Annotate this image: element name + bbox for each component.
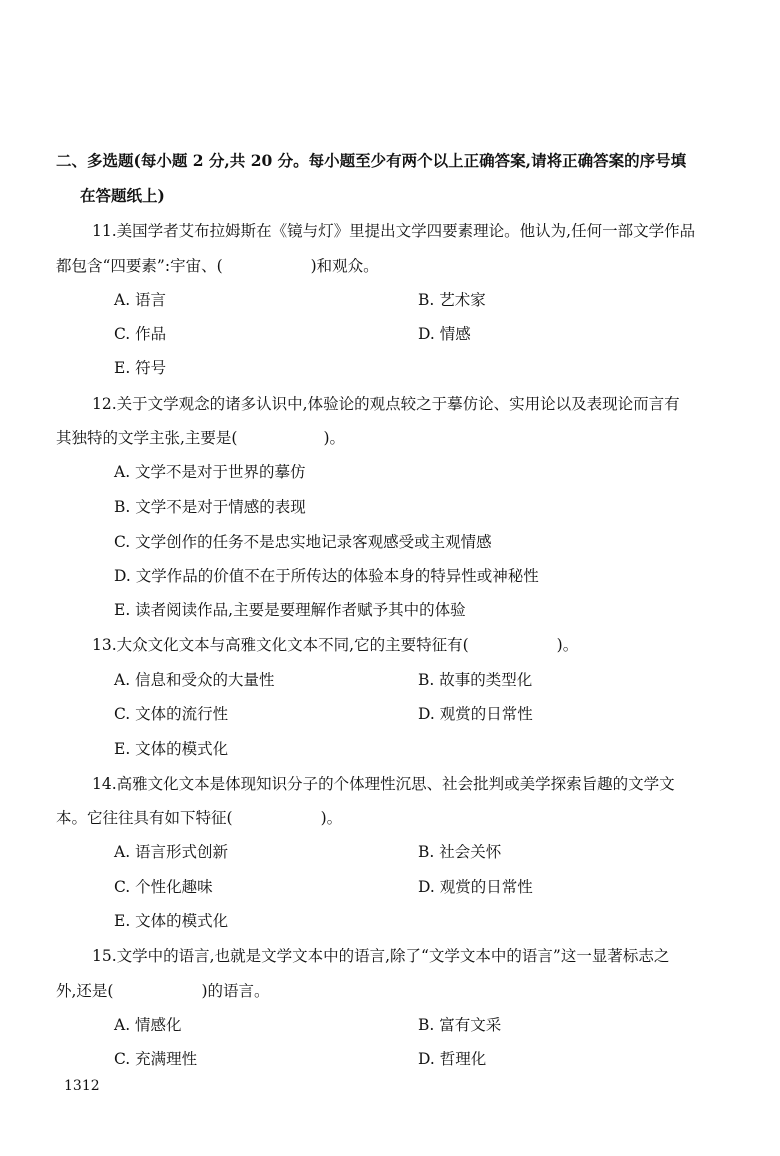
q12-option-b: B. 文学不是对于情感的表现 xyxy=(114,498,306,516)
q11-option-c: C. 作品 xyxy=(114,325,167,343)
q15-stem-line1: 15.文学中的语言,也就是文学文本中的语言,除了“文学文本中的语言”这一显著标志之 xyxy=(92,947,670,965)
q12-option-a: A. 文学不是对于世界的摹仿 xyxy=(114,463,306,481)
q13-option-d: D. 观赏的日常性 xyxy=(418,705,533,723)
q15-stem-line2-start: 外,还是( xyxy=(56,982,114,1000)
q12-option-d: D. 文学作品的价值不在于所传达的体验本身的特异性或神秘性 xyxy=(114,567,539,585)
q14-option-d: D. 观赏的日常性 xyxy=(418,878,533,896)
q14-stem-line2 xyxy=(56,808,342,828)
q11-option-a: A. 语言 xyxy=(114,291,167,309)
q15-stem-line2-end: )的语言。 xyxy=(201,982,270,1000)
q13-option-c: C. 文体的流行性 xyxy=(114,705,229,723)
q12-option-e: E. 读者阅读作品,主要是要理解作者赋予其中的体验 xyxy=(114,601,466,619)
q15-option-a: A. 情感化 xyxy=(114,1016,182,1034)
q13-option-a: A. 信息和受众的大量性 xyxy=(114,671,275,689)
q15-option-b: B. 富有文采 xyxy=(418,1016,502,1034)
q11-option-e: E. 符号 xyxy=(114,359,167,377)
q11-stem-line2 xyxy=(56,256,379,276)
q12-stem-line2-end: )。 xyxy=(323,429,346,447)
q11-option-b: B. 艺术家 xyxy=(418,291,486,309)
q14-stem-line1: 14.高雅文化文本是体现知识分子的个体理性沉思、社会批判或美学探索旨趣的文学文 xyxy=(92,775,675,793)
q12-stem-line1: 12.关于文学观念的诸多认识中,体验论的观点较之于摹仿论、实用论以及表现论而言有 xyxy=(92,395,680,413)
q11-option-d: D. 情感 xyxy=(418,325,471,343)
q15-option-d: D. 哲理化 xyxy=(418,1050,487,1068)
q13-stem-line1-start: 13.大众文化文本与高雅文化文本不同,它的主要特征有( xyxy=(92,636,469,654)
q13-stem-line1 xyxy=(92,635,578,655)
q12-stem-line2-start: 其独特的文学主张,主要是( xyxy=(56,429,238,447)
page-number: 1312 xyxy=(64,1078,100,1094)
q14-option-b: B. 社会关怀 xyxy=(418,843,502,861)
q13-option-e: E. 文体的模式化 xyxy=(114,740,229,758)
q15-option-c: C. 充满理性 xyxy=(114,1050,198,1068)
q12-stem-line2 xyxy=(56,428,345,448)
q11-stem-line2-start: 都包含“四要素”:宇宙、( xyxy=(56,257,223,275)
q15-stem-line2 xyxy=(56,981,270,1001)
section-heading-line1: 二、多选题(每小题 2 分,共 20 分。每小题至少有两个以上正确答案,请将正确答案的序号填 xyxy=(56,151,687,170)
section-heading-line2: 在答题纸上) xyxy=(80,186,165,205)
q13-stem-line1-end: )。 xyxy=(556,636,579,654)
q14-option-e: E. 文体的模式化 xyxy=(114,912,229,930)
q14-option-a: A. 语言形式创新 xyxy=(114,843,229,861)
q11-stem-line2-end: )和观众。 xyxy=(310,257,379,275)
q14-stem-line2-end: )。 xyxy=(320,809,343,827)
q12-option-c: C. 文学创作的任务不是忠实地记录客观感受或主观情感 xyxy=(114,533,492,551)
q14-stem-line2-start: 本。它往往具有如下特征( xyxy=(56,809,233,827)
q13-option-b: B. 故事的类型化 xyxy=(418,671,533,689)
q11-stem-line1: 11.美国学者艾布拉姆斯在《镜与灯》里提出文学四要素理论。他认为,任何一部文学作品 xyxy=(92,222,696,240)
q14-option-c: C. 个性化趣味 xyxy=(114,878,213,896)
